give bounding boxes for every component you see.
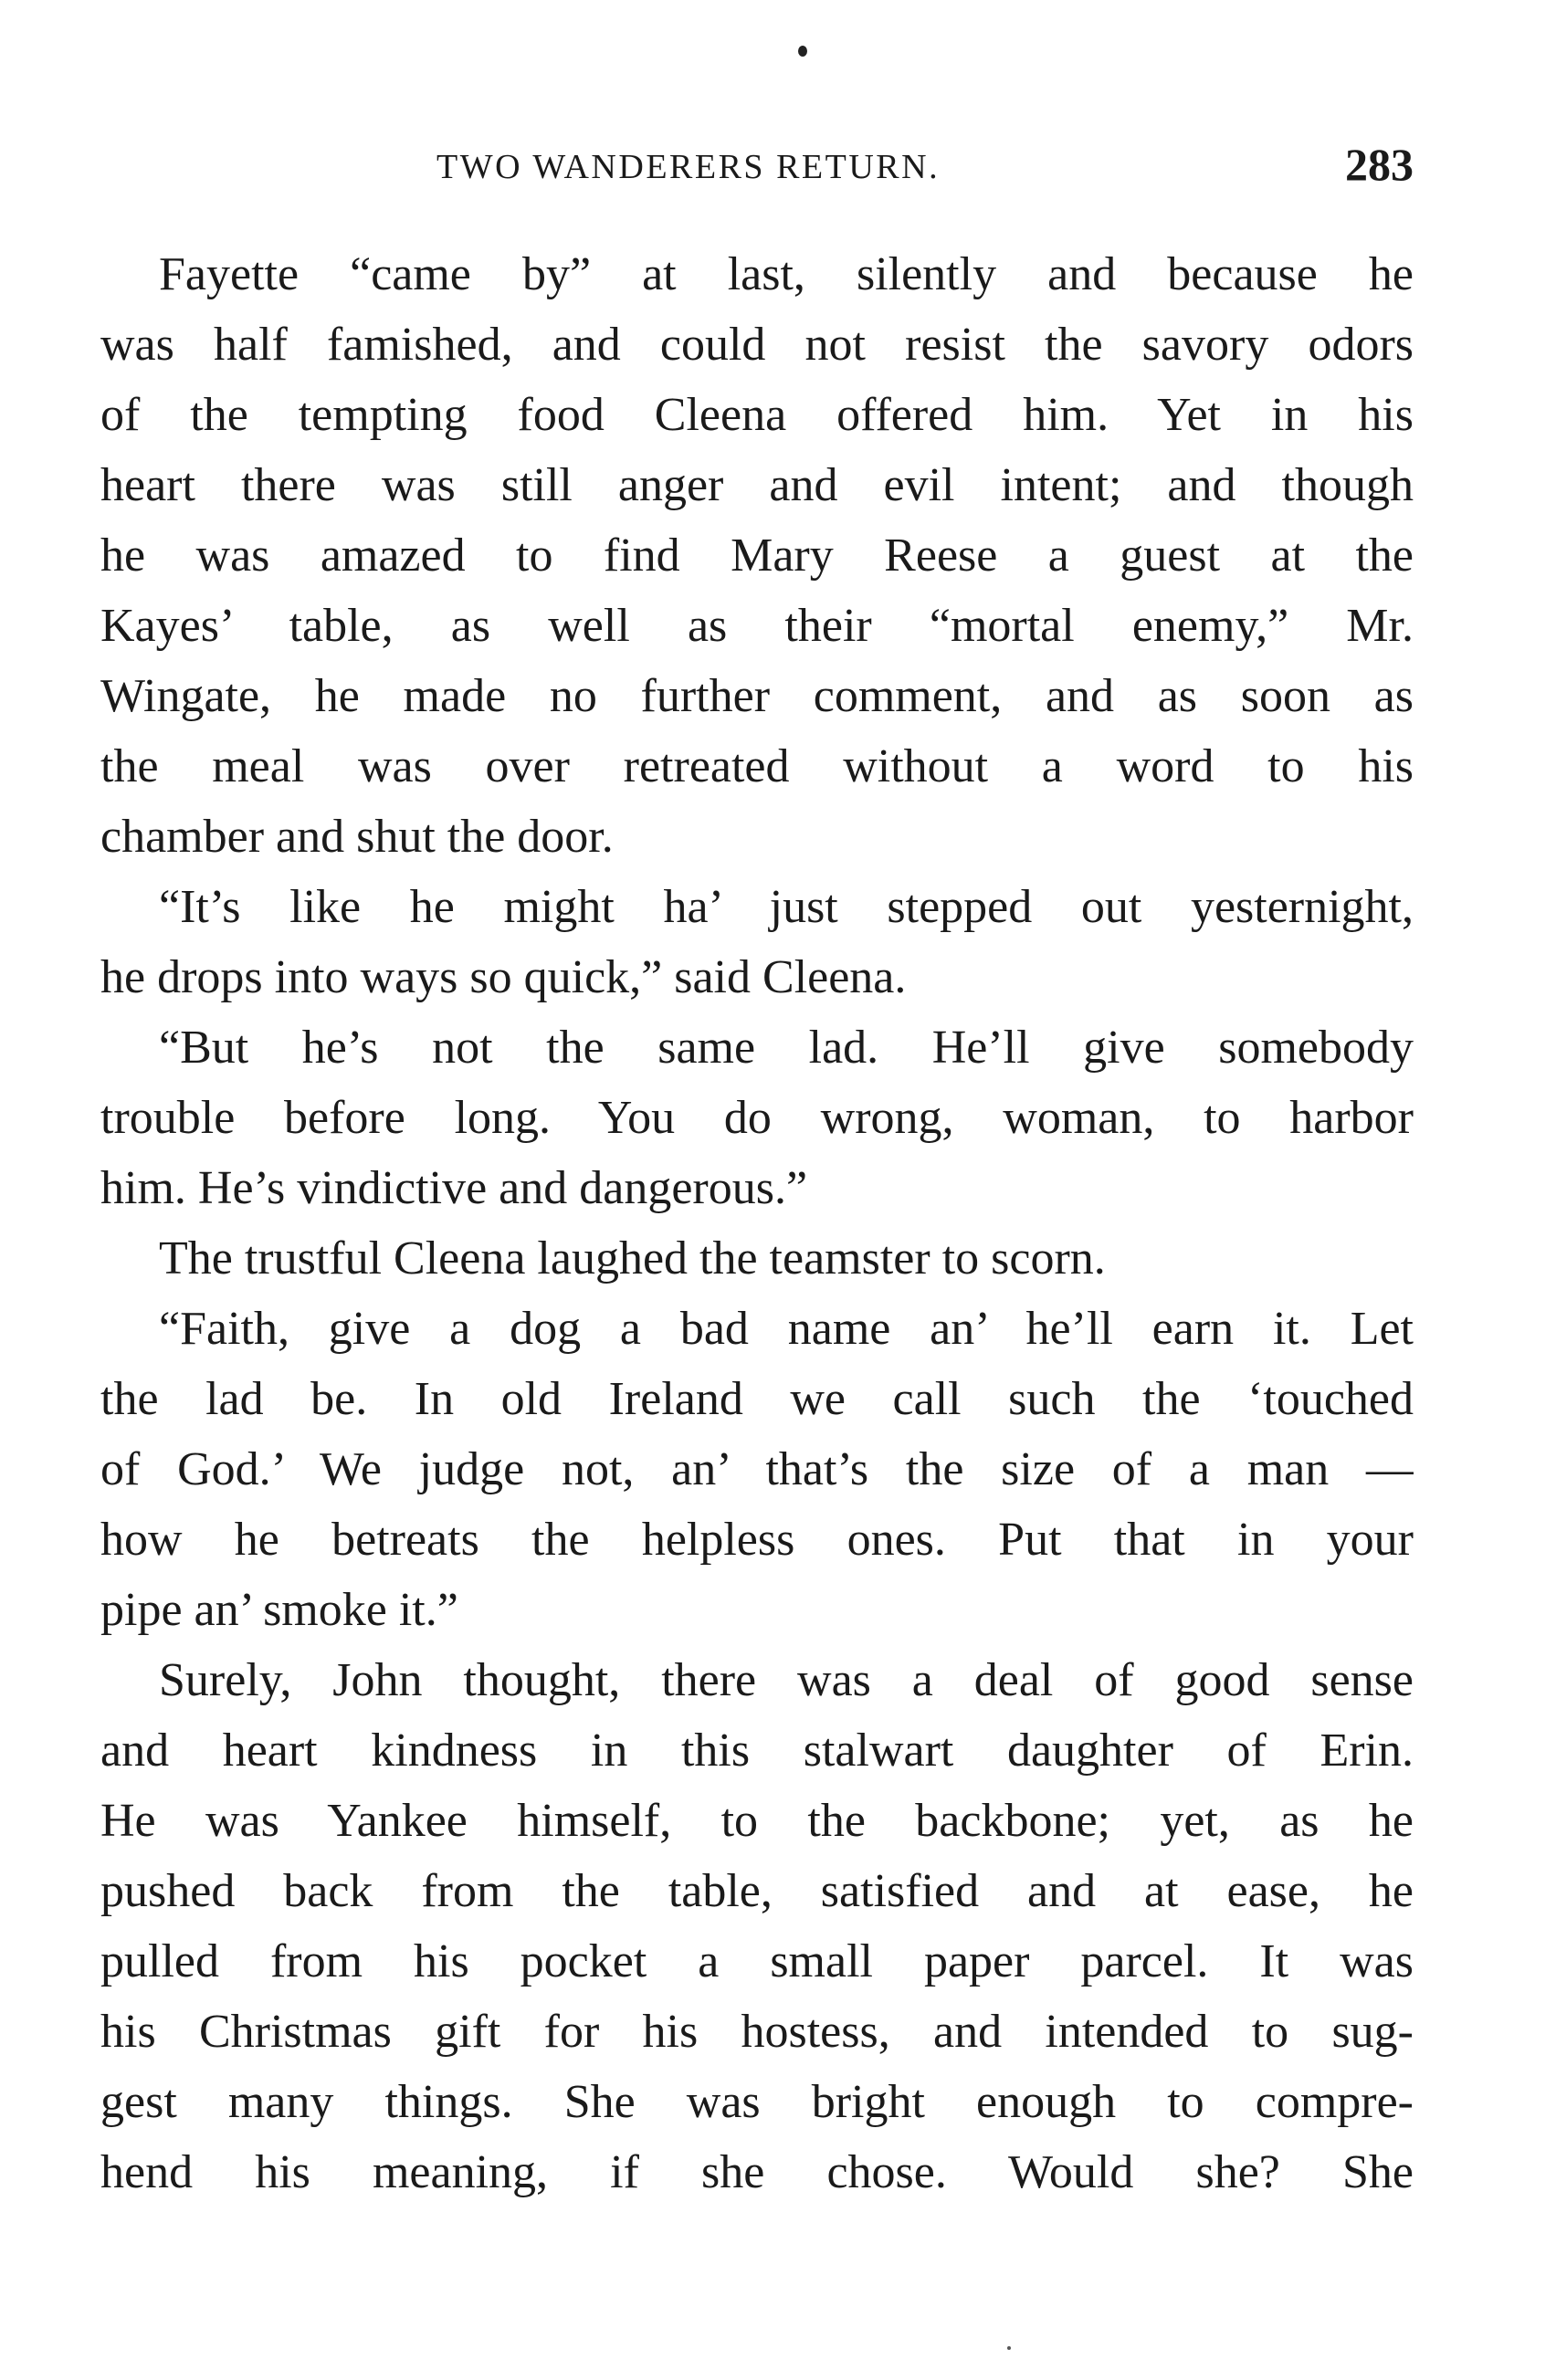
text-line: Kayes’ table, as well as their “mortal enemy,” Mr.	[100, 600, 1414, 652]
ink-speck	[798, 46, 807, 57]
text-line: how he betreats the helpless ones. Put that in your	[100, 1514, 1414, 1566]
text-line: his Christmas gift for his hostess, and intended to sug-	[100, 2006, 1414, 2058]
text-line: “Faith, give a dog a bad name an’ he’ll earn it. Let	[159, 1303, 1414, 1355]
body-text	[100, 239, 1414, 2207]
text-line: he was amazed to find Mary Reese a guest at the	[100, 529, 1414, 582]
text-line: the lad be. In old Ireland we call such the ‘touched	[100, 1373, 1414, 1425]
text-line: pipe an’ smoke it.”	[100, 1584, 458, 1636]
text-line: “It’s like he might ha’ just stepped out yesternight,	[159, 881, 1414, 933]
text-line: and heart kindness in this stalwart daughter of Erin.	[100, 1725, 1414, 1777]
text-line: pulled from his pocket a small paper parcel. It was	[100, 1935, 1414, 1987]
text-line: hend his meaning, if she chose. Would she? She	[100, 2146, 1414, 2198]
text-line: “But he’s not the same lad. He’ll give somebody	[159, 1022, 1414, 1074]
text-line: him. He’s vindictive and dangerous.”	[100, 1162, 808, 1214]
ink-speck	[1007, 2346, 1011, 2350]
page-header	[100, 137, 1414, 201]
text-line: of God.’ We judge not, an’ that’s the size of a man —	[100, 1443, 1414, 1495]
text-line: Surely, John thought, there was a deal of good sense	[159, 1654, 1414, 1706]
running-title: TWO WANDERERS RETURN.	[436, 148, 941, 186]
text-line: chamber and shut the door.	[100, 811, 614, 863]
text-line: pushed back from the table, satisfied and at ease, he	[100, 1865, 1414, 1917]
text-line: Wingate, he made no further comment, and as soon as	[100, 670, 1414, 722]
text-line: of the tempting food Cleena offered him. Yet in his	[100, 389, 1414, 441]
text-line: he drops into ways so quick,” said Cleena.	[100, 951, 907, 1003]
text-line: heart there was still anger and evil intent; and though	[100, 459, 1414, 511]
page-number: 283	[1345, 139, 1414, 190]
text-line: He was Yankee himself, to the backbone; yet, as he	[100, 1795, 1414, 1847]
text-line: trouble before long. You do wrong, woman, to harbor	[100, 1092, 1414, 1144]
text-line: the meal was over retreated without a word to his	[100, 740, 1414, 792]
text-line: Fayette “came by” at last, silently and because he	[159, 248, 1414, 300]
text-line: The trustful Cleena laughed the teamster to scorn.	[159, 1232, 1106, 1284]
text-line: was half famished, and could not resist the savory odors	[100, 319, 1414, 371]
text-line: gest many things. She was bright enough to compre-	[100, 2076, 1414, 2128]
